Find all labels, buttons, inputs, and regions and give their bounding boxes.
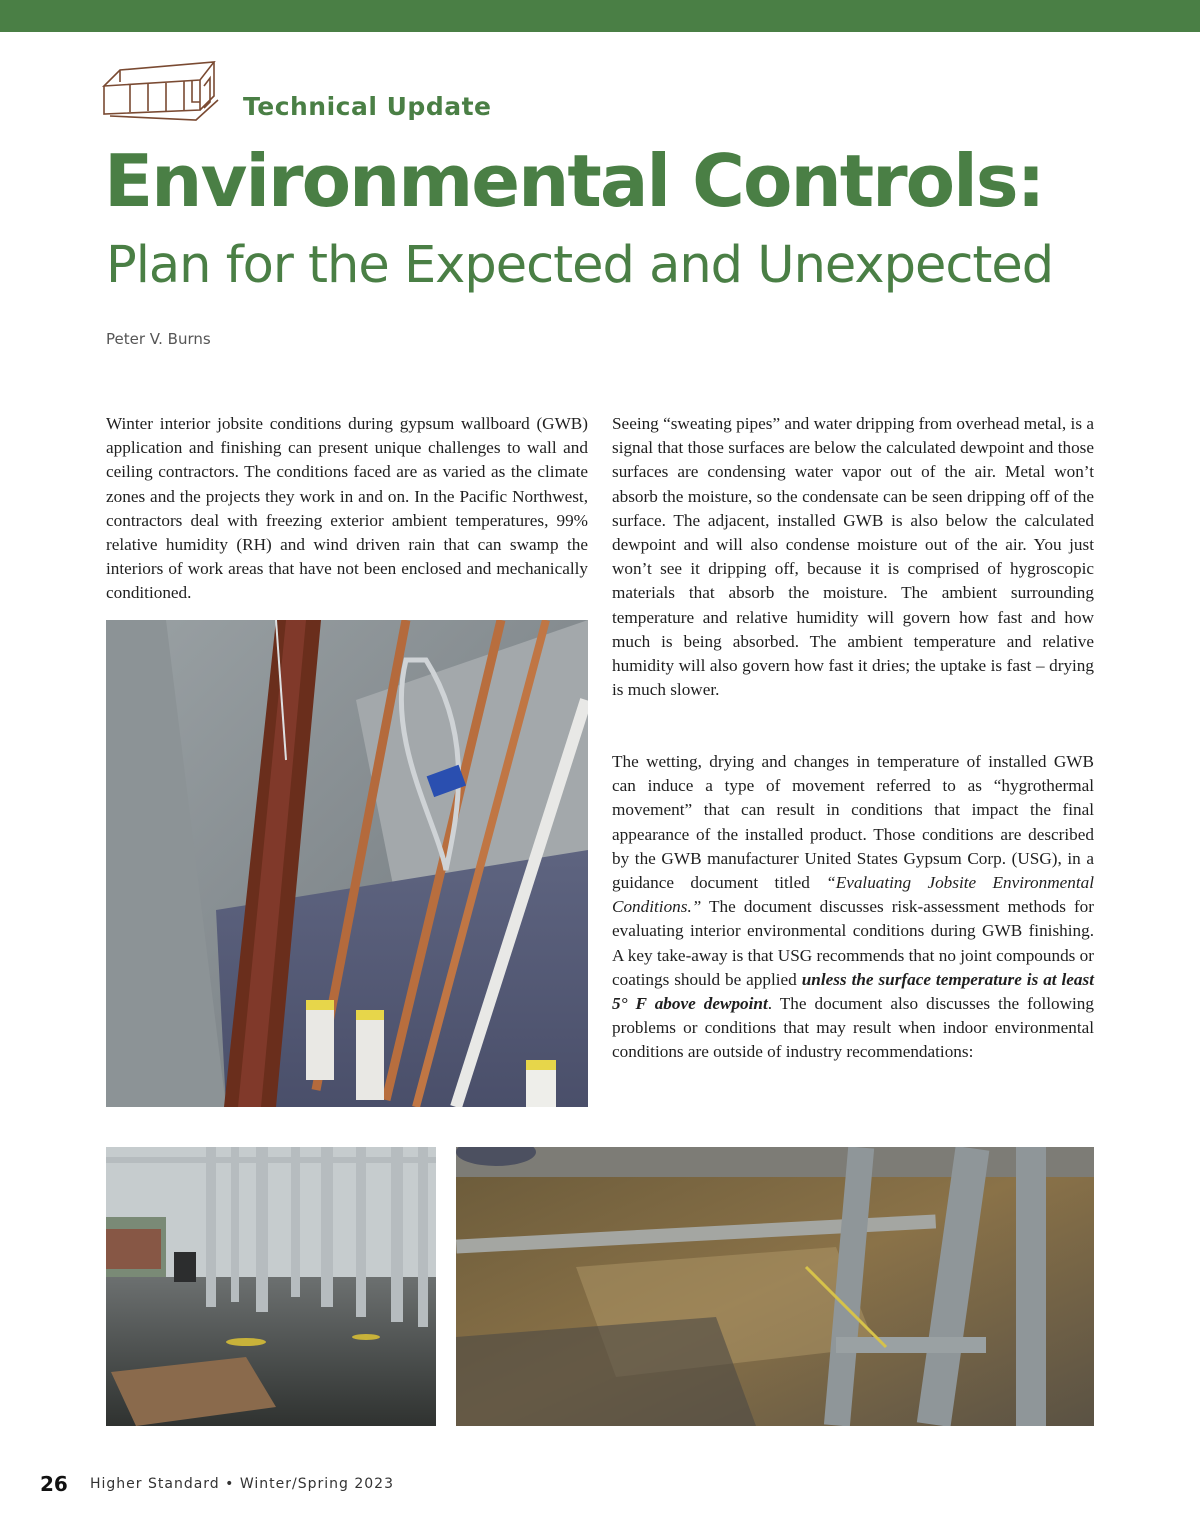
building-logo-icon [100,56,220,140]
guidance-document-title: “Evaluating Jobsite Environmental Conditions.” [612,873,1094,917]
article-paragraph-1: Winter interior jobsite conditions during gypsum wallboard (GWB) application and finishing can present unique challenges to wall and ceiling contractors. The conditions faced are as varied as the climate zones and the projects they work in and on. In the Pacific Northwest, contractors deal with freezing exterior ambient temperatures, 99% relative humidity (RH) and wind driven rain that can swamp the interiors of work areas that have not been enclosed and mechanically conditioned. [106,414,588,603]
section-label: Technical Update [243,92,492,121]
paragraph-3-text-c: . The document also discusses the following problems or conditions that may result when indoor environmental conditions are outside of industry recommendations: [612,994,1094,1062]
photo-puddled-floor [456,1147,1094,1426]
top-accent-bar [0,0,1200,32]
author-byline: Peter V. Burns [106,330,211,348]
paragraph-3-text-a: The wetting, drying and changes in temperature of installed GWB can induce a type of movement referred to as “hygrothermal movement” that can result in conditions that impact the final appearance of the installed product. Those conditions are described by the GWB manufacturer United States Gypsum Corp. (USG), in a guidance document titled [612,752,1094,893]
article-title: Environmental Controls: [104,139,1044,223]
paragraph-3-text-b: The document discusses risk-assessment methods for evaluating interior environmental conditions during GWB finishing. A key take-away is that USG recommends that no joint compounds or coatings should be applied [612,897,1094,989]
photo-sweating-pipes [106,620,588,1107]
article-paragraph-3 [612,750,1094,1065]
dewpoint-emphasis: unless the surface temperature is at least 5° F above dewpoint [612,969,1094,1014]
article-paragraph-2: Seeing “sweating pipes” and water dripping from overhead metal, is a signal that those surfaces are below the calculated dewpoint and those surfaces are condensing water vapor out of the air. Metal won’t absorb the moisture, so the condensate can be seen dripping off of the surface. The adjacent, installed GWB is also below the calculated dewpoint and will also condense moisture out of the air. You just won’t see it dripping off, because it is comprised of hygroscopic materials that absorb the moisture. The ambient surrounding temperature and relative humidity will govern how fast and how much is being absorbed. The ambient temperature and relative humidity will also govern how fast it dries; the uptake is fast – drying is much slower. [612,414,1094,700]
photo-wet-floor-studs [106,1147,436,1426]
article-subtitle: Plan for the Expected and Unexpected [106,236,1054,295]
page-number: 26 [40,1472,68,1496]
publication-footer: Higher Standard • Winter/Spring 2023 [90,1476,394,1492]
